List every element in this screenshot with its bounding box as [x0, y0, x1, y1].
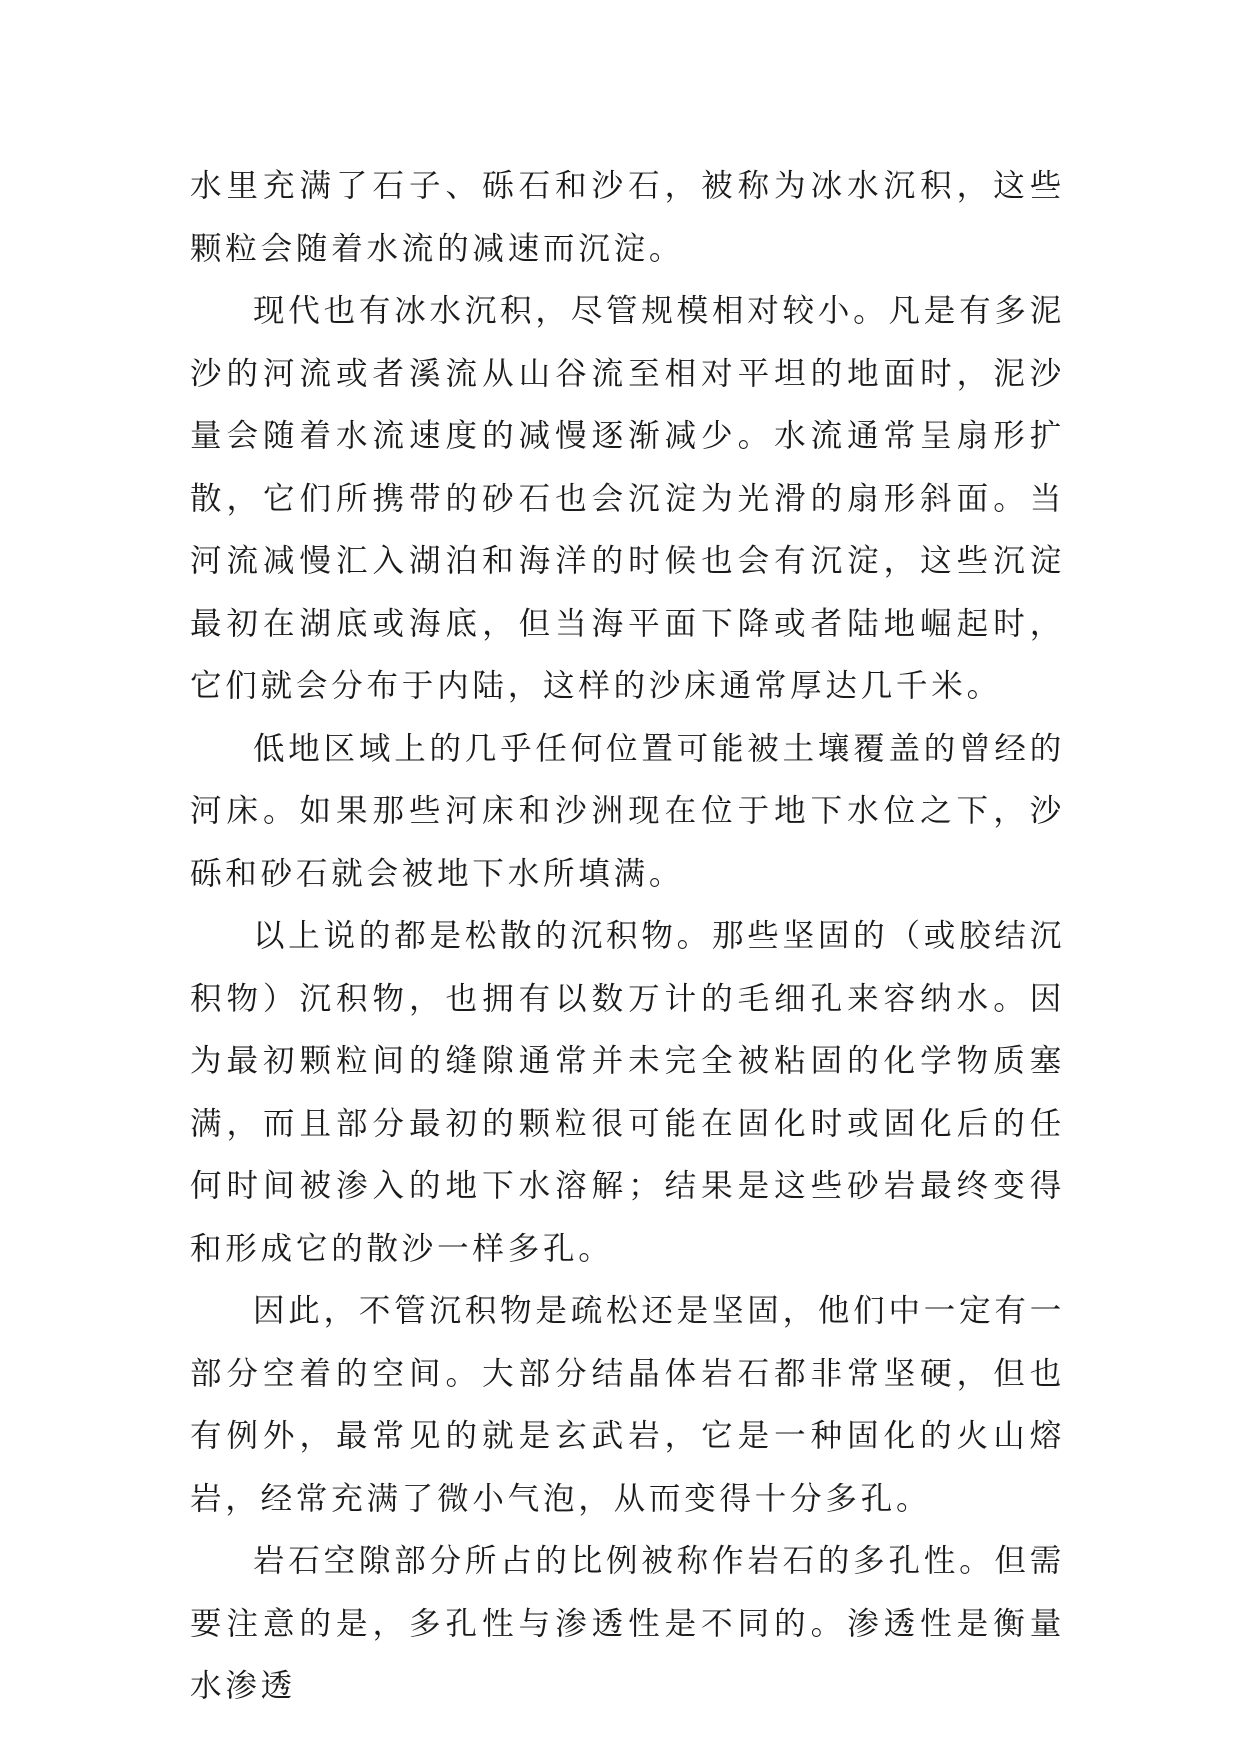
paragraph-3: 低地区域上的几乎任何位置可能被土壤覆盖的曾经的河床。如果那些河床和沙洲现在位于地下水位之下，沙砾和砂石就会被地下水所填满。 [190, 730, 1065, 892]
paragraph-6: 岩石空隙部分所占的比例被称作岩石的多孔性。但需要注意的是，多孔性与渗透性是不同的。渗透性是衡量水渗透 [190, 1543, 1065, 1704]
paragraph-2: 现代也有冰水沉积，尽管规模相对较小。凡是有多泥沙的河流或者溪流从山谷流至相对平坦的地面时，泥沙量会随着水流速度的减慢逐渐减少。水流通常呈扇形扩散，它们所携带的砂石也会沉淀为光滑的扇形斜面。当河流减慢汇入湖泊和海洋的时候也会有沉淀，这些沉淀最初在湖底或海底，但当海平面下降或者陆地崛起时，它们就会分布于内陆，这样的沙床通常厚达几千米。 [190, 293, 1065, 704]
paragraph-1: 水里充满了石子、砾石和沙石，被称为冰水沉积，这些颗粒会随着水流的减速而沉淀。 [190, 168, 1065, 267]
body-text [190, 155, 1065, 1718]
paragraph-5: 因此，不管沉积物是疏松还是坚固，他们中一定有一部分空着的空间。大部分结晶体岩石都非常坚硬，但也有例外，最常见的就是玄武岩，它是一种固化的火山熔岩，经常充满了微小气泡，从而变得十分多孔。 [190, 1293, 1065, 1517]
paragraph-4: 以上说的都是松散的沉积物。那些坚固的（或胶结沉积物）沉积物，也拥有以数万计的毛细孔来容纳水。因为最初颗粒间的缝隙通常并未完全被粘固的化学物质塞满，而且部分最初的颗粒很可能在固化时或固化后的任何时间被渗入的地下水溶解；结果是这些砂岩最终变得和形成它的散沙一样多孔。 [190, 918, 1065, 1267]
